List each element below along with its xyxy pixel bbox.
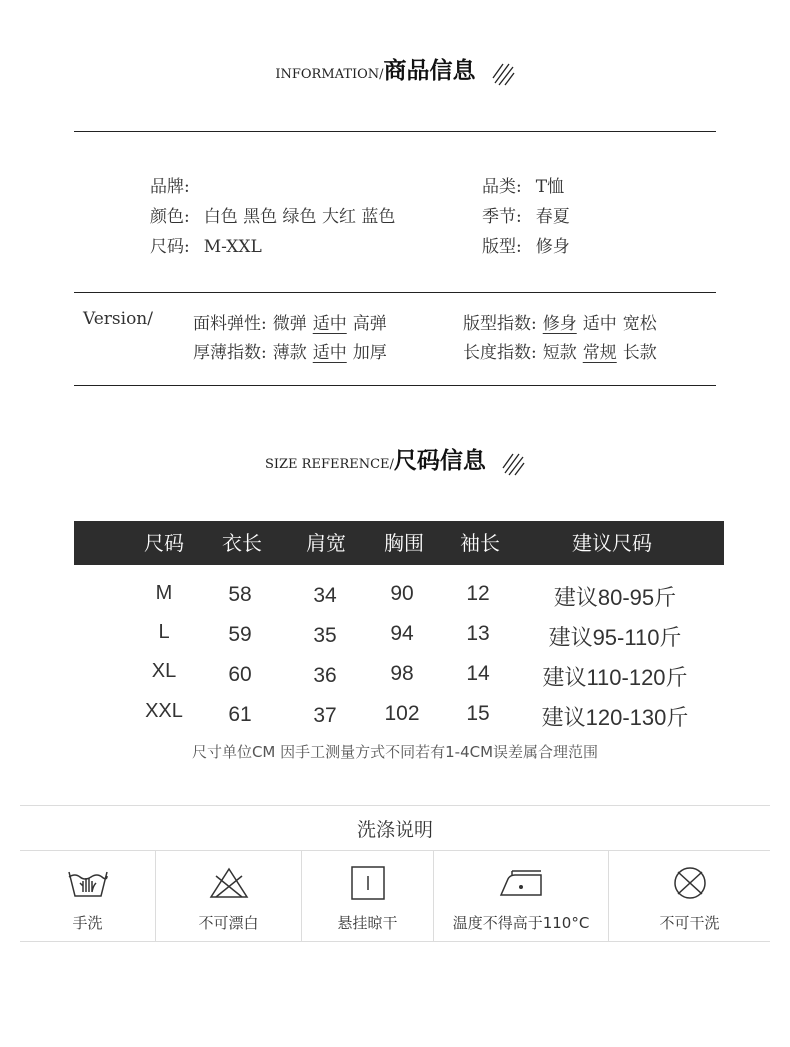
hatch-icon	[491, 62, 515, 86]
measurement-note: 尺寸单位CM 因手工测量方式不同若有1-4CM误差属合理范围	[191, 743, 599, 761]
spec-color-label: 颜色:	[150, 207, 190, 227]
cell-size: XL	[151, 660, 177, 682]
size-table-header	[74, 521, 724, 565]
length-option-selected: 常规	[582, 343, 617, 363]
thickness-index	[193, 338, 393, 363]
fabric-option: 高弹	[352, 314, 387, 334]
fabric-index-label: 面料弹性:	[193, 314, 267, 334]
thickness-option: 加厚	[352, 343, 387, 363]
fabric-index	[193, 309, 393, 334]
length-option: 短款	[542, 343, 577, 363]
cell-recommend: 建议120-130斤	[541, 705, 689, 730]
version-label: Version/	[83, 309, 153, 329]
cell-sleeve: 13	[466, 622, 490, 645]
hang-dry-icon	[347, 866, 389, 900]
spec-season-label: 季节:	[482, 207, 522, 227]
fit-option-selected: 修身	[542, 314, 577, 334]
col-header-size: 尺码	[144, 531, 184, 555]
cell-chest: 98	[390, 662, 414, 685]
info-header-cn: 商品信息	[383, 58, 476, 84]
iron-icon	[498, 866, 544, 900]
cell-chest: 102	[384, 702, 420, 725]
divider	[20, 941, 770, 942]
fit-index	[463, 309, 663, 334]
info-header-en: INFORMATION/	[275, 67, 384, 82]
care-label: 悬挂晾干	[337, 914, 398, 932]
col-header-chest: 胸围	[384, 531, 424, 555]
info-header	[0, 52, 790, 86]
fit-option: 宽松	[622, 314, 657, 334]
thickness-option-selected: 适中	[312, 343, 347, 363]
spec-fit-label: 版型:	[482, 237, 522, 257]
spec-category-label: 品类:	[482, 177, 522, 197]
col-header-sleeve: 袖长	[460, 531, 500, 555]
care-item	[302, 851, 433, 941]
cell-sleeve: 12	[466, 582, 490, 605]
cell-size: XXL	[145, 700, 183, 722]
spec-brand-label: 品牌:	[150, 177, 190, 197]
hand-wash-icon	[67, 866, 109, 900]
thickness-option: 薄款	[272, 343, 307, 363]
cell-sleeve: 15	[466, 702, 490, 725]
no-bleach-icon	[208, 866, 250, 900]
cell-recommend: 建议80-95斤	[553, 585, 677, 610]
spec-size	[150, 232, 262, 257]
length-index-label: 长度指数:	[463, 343, 537, 363]
fit-option: 适中	[582, 314, 617, 334]
cell-chest: 90	[390, 582, 414, 605]
cell-length: 61	[228, 703, 252, 726]
spec-fit-value: 修身	[535, 237, 570, 257]
spec-color	[150, 202, 395, 227]
cell-shoulder: 34	[313, 584, 337, 607]
care-item	[156, 851, 301, 941]
spec-season-value: 春夏	[535, 207, 570, 227]
fit-index-label: 版型指数:	[463, 314, 537, 334]
size-header-cn: 尺码信息	[393, 448, 486, 474]
cell-size: L	[158, 621, 170, 643]
no-dry-clean-icon	[669, 866, 711, 900]
cell-size: M	[155, 582, 173, 604]
spec-category	[482, 172, 564, 197]
size-header-en: SIZE REFERENCE/	[264, 457, 394, 472]
care-item	[20, 851, 155, 941]
cell-shoulder: 37	[313, 704, 337, 727]
care-label: 手洗	[72, 914, 103, 932]
size-table-body	[0, 580, 790, 740]
spec-fit	[482, 232, 570, 257]
cell-length: 58	[228, 583, 252, 606]
spec-brand	[150, 172, 204, 197]
divider	[74, 131, 716, 132]
divider	[74, 385, 716, 386]
spec-season	[482, 202, 570, 227]
cell-recommend: 建议110-120斤	[542, 665, 688, 690]
care-label: 不可干洗	[659, 914, 720, 932]
spec-size-value: M-XXL	[203, 237, 262, 257]
cell-length: 59	[228, 623, 252, 646]
fabric-option-selected: 适中	[312, 314, 347, 334]
spec-category-value: T恤	[535, 177, 565, 197]
care-item	[609, 851, 770, 941]
divider	[74, 292, 716, 293]
size-header	[0, 442, 790, 476]
cell-shoulder: 36	[313, 664, 337, 687]
thickness-index-label: 厚薄指数:	[193, 343, 267, 363]
cell-shoulder: 35	[313, 624, 337, 647]
cell-chest: 94	[390, 622, 414, 645]
care-label: 温度不得高于110°C	[452, 914, 590, 932]
cell-sleeve: 14	[466, 662, 490, 685]
care-title: 洗涤说明	[356, 819, 433, 841]
care-label: 不可漂白	[198, 914, 259, 932]
cell-length: 60	[228, 663, 252, 686]
length-option: 长款	[622, 343, 657, 363]
fabric-option: 微弹	[272, 314, 307, 334]
care-item	[434, 851, 608, 941]
col-header-shoulder: 肩宽	[306, 531, 346, 555]
hatch-icon	[501, 452, 525, 476]
spec-color-value: 白色 黑色 绿色 大红 蓝色	[203, 207, 396, 227]
cell-recommend: 建议95-110斤	[548, 625, 682, 650]
divider	[20, 805, 770, 806]
spec-size-label: 尺码:	[150, 237, 190, 257]
col-header-length: 衣长	[222, 531, 262, 555]
length-index	[463, 338, 663, 363]
col-header-recommend: 建议尺码	[572, 531, 652, 555]
